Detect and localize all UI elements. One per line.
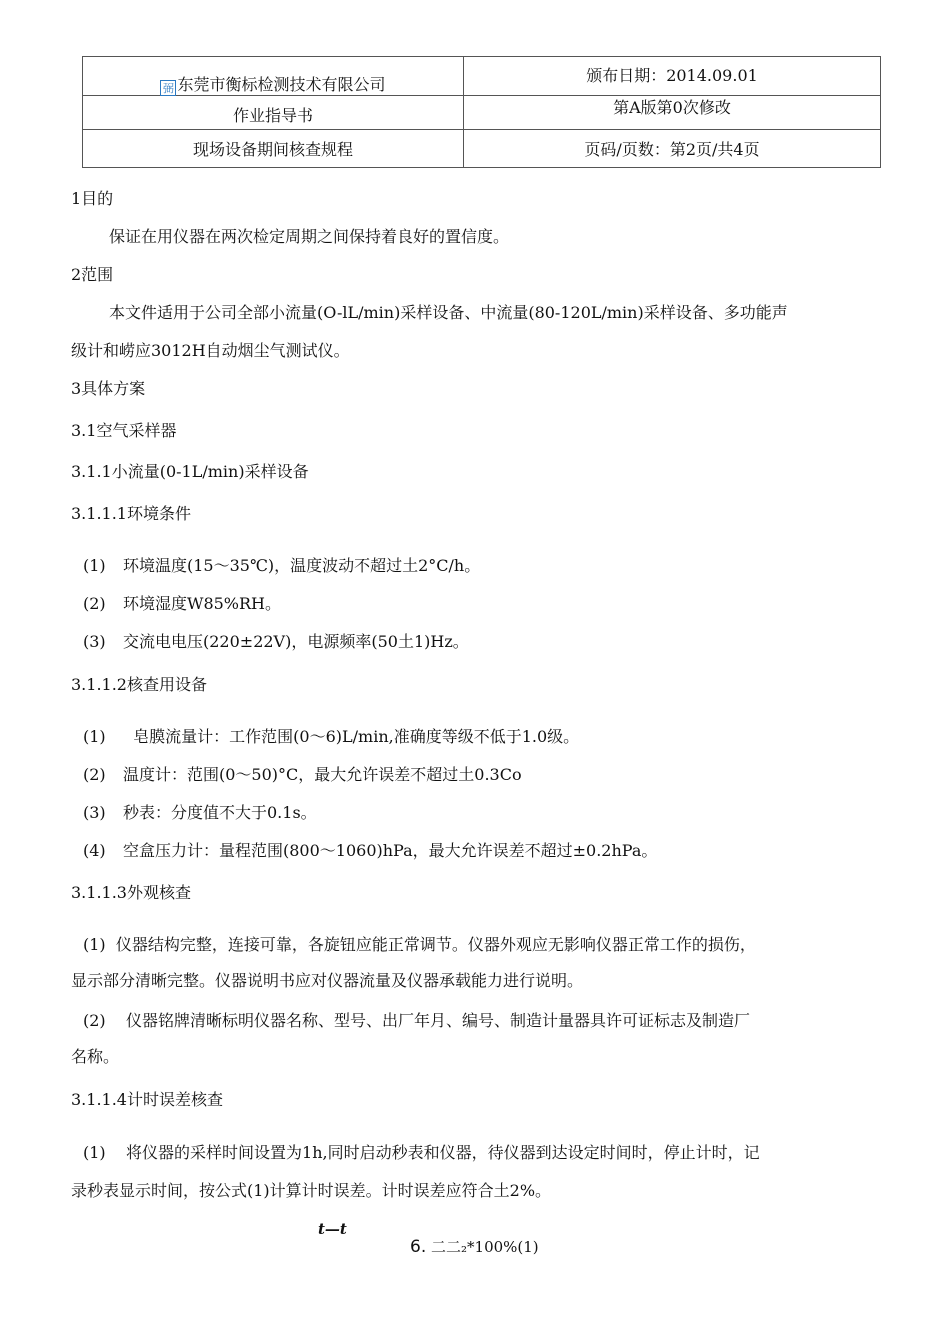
section-3-1-1-4-heading: 3.1.1.4计时误差核查 (71, 1090, 223, 1109)
equip-item: (1) 皂膜流量计：工作范围(0〜6)L/min,准确度等级不低于1.0级。 (83, 727, 580, 746)
section-1-text: 保证在用仪器在两次检定周期之间保持着良好的置信度。 (109, 227, 510, 246)
appearance-item-1-line2: 显示部分清晰完整。仪器说明书应对仪器流量及仪器承载能力进行说明。 (71, 971, 584, 990)
release-date-cell (464, 57, 881, 96)
section-3-1-1-1-heading: 3.1.1.1环境条件 (71, 504, 191, 523)
env-item: (1) 环境温度(15〜35℃)，温度波动不超过土2°C/h。 (83, 556, 481, 575)
section-3-1-1-3-heading: 3.1.1.3外观核查 (71, 883, 191, 902)
section-2-text-line1: 本文件适用于公司全部小流量(O-lL/min)采样设备、中流量(80-120L/min)采样设备、多功能声 (109, 303, 788, 322)
doc-title: 现场设备期间核查规程 (192, 140, 353, 159)
formula-number: 6. (410, 1237, 427, 1257)
appearance-item-2-line2: 名称。 (71, 1047, 120, 1066)
doc-type: 作业指导书 (232, 106, 313, 125)
release-date: 颁布日期：2014.09.01 (586, 65, 758, 85)
env-item: (3) 交流电电压(220±22V)，电源频率(50土1)Hz。 (83, 632, 469, 651)
equip-item: (3) 秒表：分度值不大于0.1s。 (83, 803, 317, 822)
appearance-item-1-line1: (1) 仪器结构完整，连接可靠，各旋钮应能正常调节。仪器外观应无影响仪器正常工作的损伤， (83, 935, 756, 954)
section-1-heading: 1目的 (71, 189, 114, 208)
page-info-cell (464, 130, 881, 168)
env-item: (2) 环境湿度W85%RH。 (83, 594, 282, 613)
appearance-item-2-line1: (2) 仪器铭牌清晰标明仪器名称、型号、出厂年月、编号、制造计量器具许可证标志及制造厂 (83, 1011, 751, 1030)
doc-title-cell (83, 130, 464, 168)
section-2-heading: 2范围 (71, 265, 114, 284)
equip-item: (4) 空盒压力计：量程范围(800〜1060)hPa，最大允许误差不超过±0.2hPa。 (83, 841, 658, 860)
header-table (82, 56, 881, 168)
doc-type-cell (83, 96, 464, 130)
version: 第A版第0次修改 (613, 98, 731, 117)
timing-item-1-line2: 录秒表显示时间，按公式(1)计算计时误差。计时误差应符合土2%。 (71, 1181, 552, 1200)
section-3-heading: 3具体方案 (71, 379, 146, 398)
section-2-text-line2: 级计和崂应3012H自动烟尘气测试仪。 (71, 341, 350, 360)
page-info: 页码/页数：第2页/共4页 (584, 140, 760, 159)
section-3-1-heading: 3.1空气采样器 (71, 421, 177, 440)
equip-item: (2) 温度计：范围(0〜50)°C，最大允许误差不超过土0.3Co (83, 765, 522, 784)
timing-item-1-line1: (1) 将仪器的采样时间设置为1h,同时启动秒表和仪器，待仪器到达设定时间时，停止计时，记 (83, 1143, 760, 1162)
section-3-1-1-heading: 3.1.1小流量(0-1L/min)采样设备 (71, 462, 309, 481)
company-logo-icon: 弼 (160, 80, 176, 96)
version-cell (464, 96, 881, 130)
section-3-1-1-2-heading: 3.1.1.2核查用设备 (71, 675, 207, 694)
formula-1 (410, 1236, 539, 1257)
formula-expression: 二二₂*100%(1) (431, 1238, 539, 1256)
company-name: 东莞市衡标检测技术有限公司 (177, 75, 386, 94)
formula-numerator: t—t (318, 1220, 347, 1238)
company-cell (83, 57, 464, 96)
